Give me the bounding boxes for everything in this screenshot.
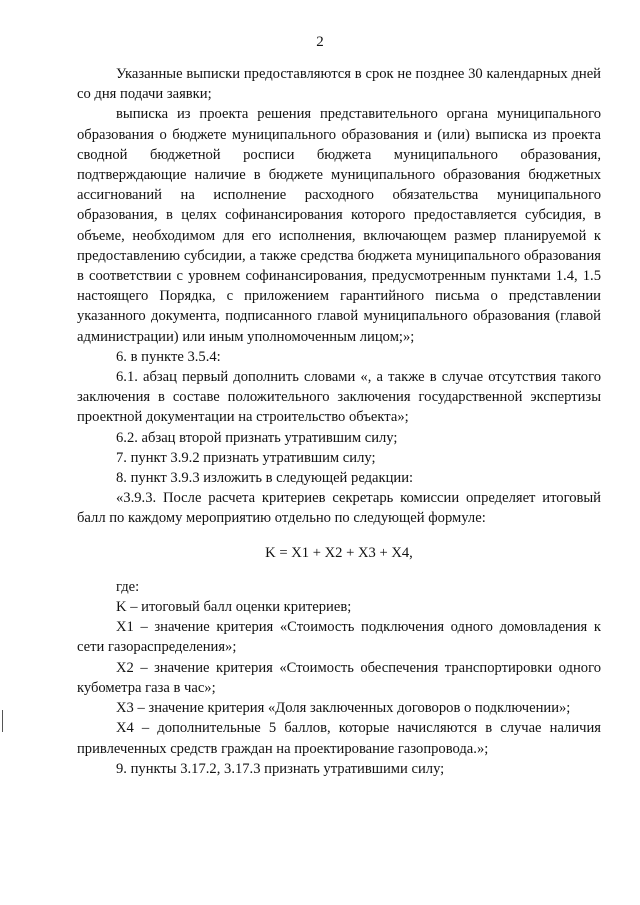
paragraph-item-3-9-3: «3.9.3. После расчета критериев секретарь комиссии определяет итоговый балл по каждому мероприятию отдельно по следующей формуле: [77,490,601,527]
paragraph-item-8: 8. пункт 3.9.3 изложить в следующей редакции: [116,470,414,487]
scan-margin-mark [2,710,3,732]
paragraph-item-6-2: 6.2. абзац второй признать утратившим силу; [116,429,398,446]
paragraph-x1-definition: X1 – значение критерия «Стоимость подключения одного домовладения к сети газораспределения»; [77,619,601,656]
paragraph-x4-definition: X4 – дополнительные 5 баллов, которые начисляются в случае наличия привлеченных средств граждан на проектирование газопровода.»; [77,720,601,757]
paragraph-budget-extract: выписка из проекта решения представительного органа муниципального образования о бюджете муниципального образования и (или) выписка из проекта сводной бюджетной росписи бюджета муниципального образования, подтверждающие наличие в бюджете муниципального образования бюджетных ассигнований на исполнение расходного обязательства муниципального образования, в целях софинансирования которого предоставляется субсидия, в объеме, необходимом для его исполнения, включающем размер планируемой к предоставлению субсидии, а также средства бюджета муниципального образования в соответствии с уровнем софинансирования, предусмотренным пунктами 1.4, 1.5 настоящего Порядка, с приложением гарантийного письма о представлении указанного документа, подписанного главой муниципального образования (главой администрации) или иным уполномоченным лицом;»; [77,106,601,345]
paragraph-item-7: 7. пункт 3.9.2 признать утратившим силу; [116,449,376,466]
paragraph-where: где: [116,578,140,595]
paragraph-item-6-1: 6.1. абзац первый дополнить словами «, а также в случае отсутствия такого заключения в составе положительного заключения государственной экспертизы проектной документации на строительство объекта»; [77,369,601,426]
document-body [77,64,601,779]
paragraph-x2-definition: X2 – значение критерия «Стоимость обеспечения транспортировки одного кубометра газа в час»; [77,659,601,696]
page-number: 2 [316,34,324,50]
paragraph-statements-deadline: Указанные выписки предоставляются в срок не позднее 30 календарных дней со дня подачи заявки; [77,66,601,103]
paragraph-x3-definition: X3 – значение критерия «Доля заключенных договоров о подключении»; [116,700,571,717]
paragraph-item-9: 9. пункты 3.17.2, 3.17.3 признать утратившими силу; [116,760,445,777]
paragraph-item-6: 6. в пункте 3.5.4: [116,348,221,365]
paragraph-k-definition: K – итоговый балл оценки критериев; [116,599,352,616]
formula: K = X1 + X2 + X3 + X4, [265,544,413,561]
